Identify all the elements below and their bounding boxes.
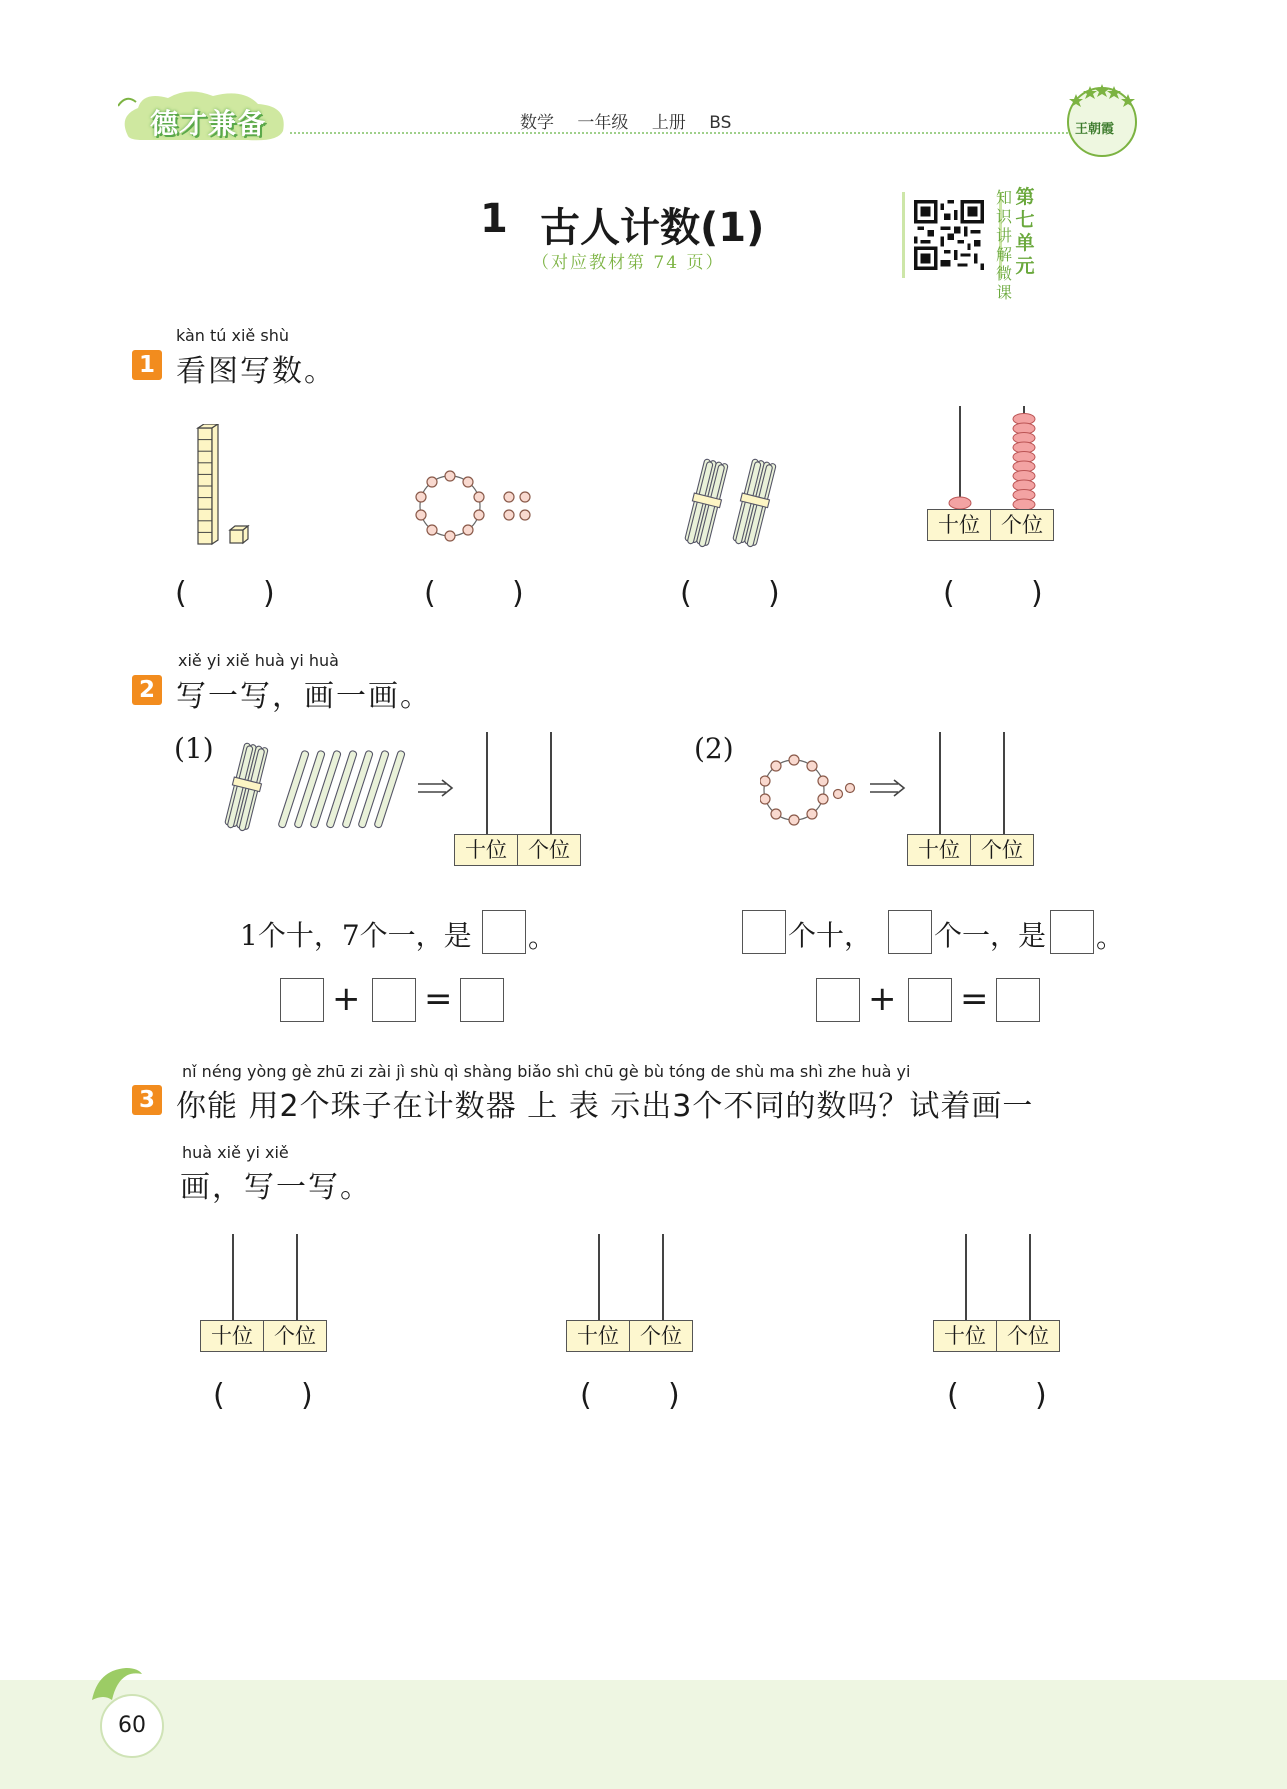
answer-box[interactable] <box>888 910 932 954</box>
period: 。 <box>1096 921 1125 954</box>
period: 。 <box>528 921 557 954</box>
answer-blank[interactable]: ( ) <box>213 1378 313 1413</box>
plus-sign: + <box>868 979 897 1019</box>
q2-number-badge: 2 <box>132 675 162 705</box>
counter-rod-ones <box>550 732 552 834</box>
counter-rod-tens <box>598 1234 600 1320</box>
tens-label: 十位 <box>918 838 960 862</box>
answer-blank[interactable]: ( ) <box>680 576 780 611</box>
stick-bundles-picture <box>670 458 790 550</box>
answer-box[interactable] <box>742 910 786 954</box>
side-char: 课 <box>995 283 1012 302</box>
counter-label-q3-3 <box>933 1320 1060 1352</box>
q1-pinyin: kàn tú xiě shù <box>176 326 289 345</box>
side-char: 知 <box>995 188 1012 207</box>
tens-label: 十位 <box>577 1324 619 1348</box>
answer-box[interactable] <box>816 978 860 1022</box>
q1-prompt: 看图写数。 <box>176 354 336 389</box>
q3-pinyin-line2: huà xiě yi xiě <box>182 1143 289 1162</box>
footer-wave <box>0 1680 1287 1789</box>
q2-part2-stmt-tens: 个十， <box>788 919 873 952</box>
q2-part2-label: (2) <box>694 732 734 765</box>
counter-rod-tens <box>486 732 488 834</box>
answer-blank[interactable]: ( ) <box>947 1378 1047 1413</box>
abacus-beads <box>945 406 1040 512</box>
side-char: 元 <box>1015 255 1035 277</box>
counter-label-q1 <box>927 509 1054 541</box>
counter-rod-tens <box>965 1234 967 1320</box>
answer-box[interactable] <box>482 910 526 954</box>
counter-rod-ones <box>1029 1234 1031 1320</box>
answer-blank[interactable]: ( ) <box>580 1378 680 1413</box>
side-char: 七 <box>1015 209 1035 231</box>
counter-rod-ones <box>662 1234 664 1320</box>
q2-part1-label: (1) <box>174 732 214 765</box>
base-ten-rod-picture <box>192 424 252 546</box>
lesson-number: 1 <box>480 196 508 242</box>
q2-part1-statement: 1个十，7个一，是 <box>240 919 472 952</box>
answer-blank[interactable]: ( ) <box>424 576 524 611</box>
ones-label: 个位 <box>629 1321 692 1351</box>
counter-rod-ones <box>296 1234 298 1320</box>
side-char: 单 <box>1015 232 1035 254</box>
q3-number-badge: 3 <box>132 1085 162 1115</box>
header-info <box>520 108 749 133</box>
side-char: 解 <box>995 245 1012 264</box>
tens-label: 十位 <box>938 513 980 537</box>
answer-box[interactable] <box>372 978 416 1022</box>
q3-prompt-line1: 你能 用2个珠子在计数器 上 表 示出3个不同的数吗？试着画一 <box>176 1089 1034 1124</box>
counter-label-q2-1 <box>454 834 581 866</box>
counter-rod-ones <box>1003 732 1005 834</box>
header-grade: 一年级 <box>577 113 629 133</box>
q2-part2-stmt-ones: 个一，是 <box>934 919 1047 952</box>
q2-pinyin: xiě yi xiě huà yi huà <box>178 651 339 670</box>
answer-blank[interactable]: ( ) <box>943 576 1043 611</box>
ones-label: 个位 <box>990 510 1053 540</box>
header-volume: 上册 <box>651 113 686 133</box>
ones-label: 个位 <box>996 1321 1059 1351</box>
textbook-reference: （对应教材第 74 页） <box>532 253 725 273</box>
q1-number-badge: 1 <box>132 350 162 380</box>
answer-box[interactable] <box>996 978 1040 1022</box>
tens-label: 十位 <box>211 1324 253 1348</box>
side-char: 微 <box>995 264 1012 283</box>
q3-pinyin-line1: nǐ néng yòng gè zhū zi zài jì shù qì shàng biǎo shì chū gè bù tóng de shù ma shì zhe huà yi <box>182 1062 911 1081</box>
seal-text: 王朝霞 <box>1075 122 1115 137</box>
equals-sign: = <box>960 979 989 1019</box>
tens-label: 十位 <box>944 1324 986 1348</box>
answer-box[interactable] <box>460 978 504 1022</box>
page-number: 60 <box>100 1694 164 1758</box>
q3-prompt-line2: 画，写一写。 <box>180 1170 372 1205</box>
counter-label-q2-2 <box>907 834 1034 866</box>
brand-name: 德才兼备 <box>150 107 267 140</box>
counter-rod-tens <box>232 1234 234 1320</box>
side-char: 识 <box>995 207 1012 226</box>
counter-rod-tens <box>939 732 941 834</box>
qr-code-icon[interactable] <box>914 200 984 270</box>
counter-label-q3-2 <box>566 1320 693 1352</box>
side-label-unit <box>1014 186 1036 278</box>
lesson-title: 古人计数(1) <box>540 205 765 251</box>
answer-box[interactable] <box>1050 910 1094 954</box>
right-arrow-icon <box>868 778 908 798</box>
tens-label: 十位 <box>465 838 507 862</box>
equals-sign: = <box>424 979 453 1019</box>
answer-box[interactable] <box>908 978 952 1022</box>
ones-label: 个位 <box>263 1321 326 1351</box>
bead-ring-picture <box>410 470 535 542</box>
right-arrow-icon <box>416 778 456 798</box>
ones-label: 个位 <box>970 835 1033 865</box>
counter-label-q3-1 <box>200 1320 327 1352</box>
answer-blank[interactable]: ( ) <box>175 576 275 611</box>
bead-ring-and-two-beads <box>760 754 860 826</box>
q2-prompt: 写一写，画一画。 <box>176 679 432 714</box>
answer-box[interactable] <box>280 978 324 1022</box>
ones-label: 个位 <box>517 835 580 865</box>
side-char: 讲 <box>995 226 1012 245</box>
plus-sign: + <box>332 979 361 1019</box>
side-char: 第 <box>1015 186 1035 208</box>
side-label-micro-lesson <box>994 188 1014 302</box>
header-subject: 数学 <box>520 113 554 133</box>
header-edition: BS <box>709 113 732 133</box>
